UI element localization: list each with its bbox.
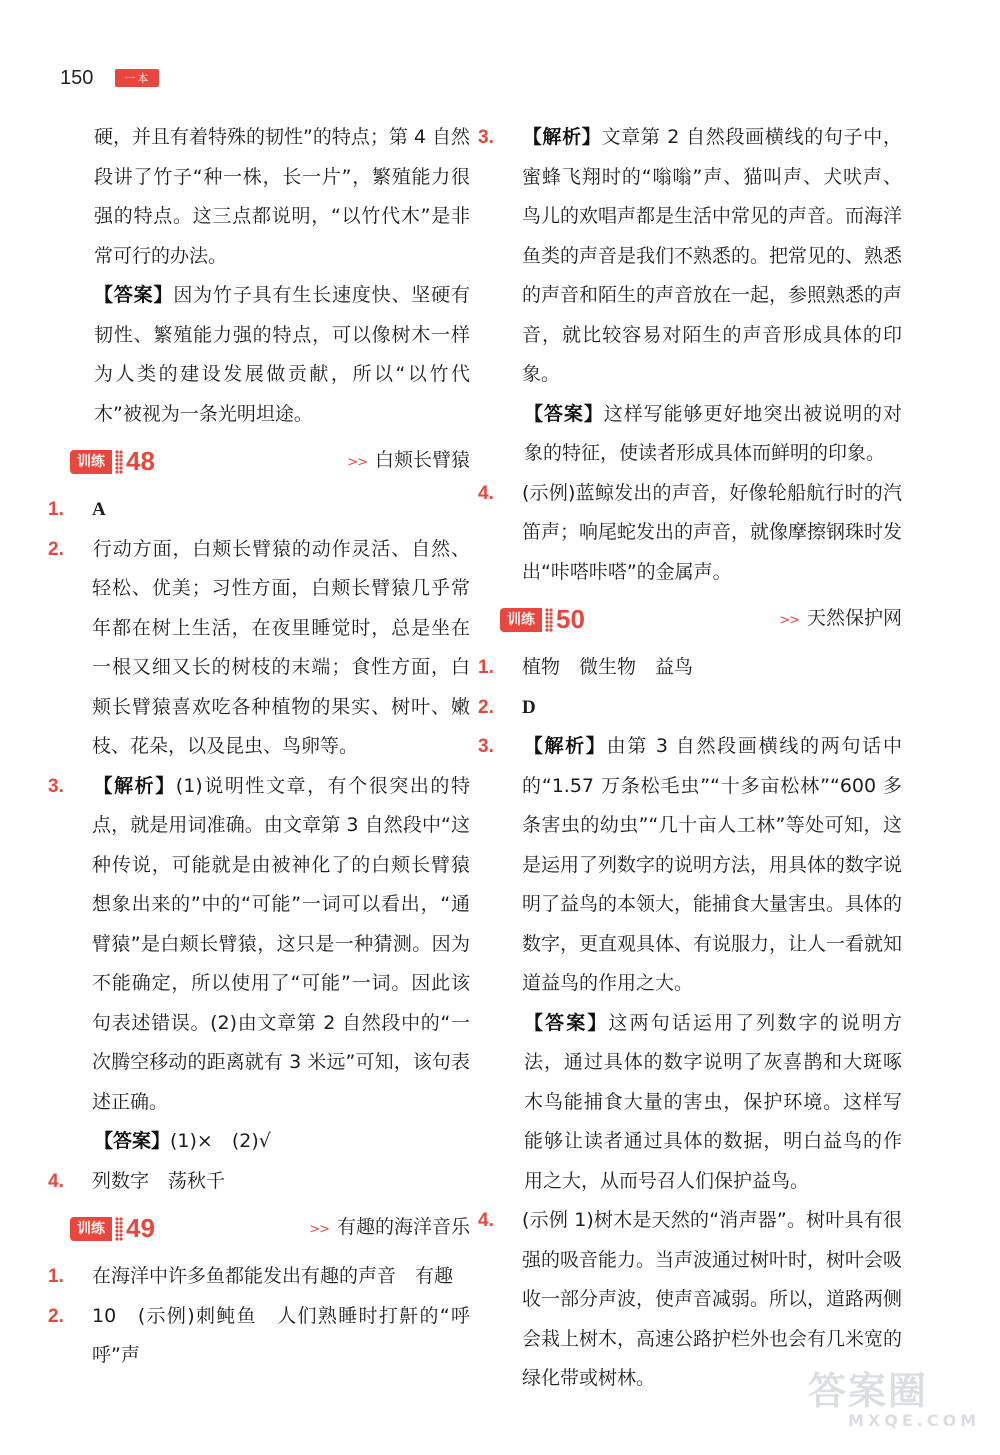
section-title-text: 有趣的海洋音乐 [336,1216,470,1239]
question-item [48,530,470,767]
answer-line [500,395,902,474]
question-item [478,474,903,593]
section-header-50 [500,598,902,642]
question-answer: 植物 微生物 益鸟 [522,656,694,678]
analysis-text: 由第 3 自然段画横线的两句话中的“1.57 万条松毛虫”“十多亩松林”“600 多条害虫的幼虫”“几十亩人工林”等处可知，这是运用了列数字的说明方法，用具体的数字说明了益鸟的本领大，能捕食大量害虫。具体的数字，更直观具体、有说服力，让人一看就知道益鸟的作用之大。 [522,735,903,994]
chevron-right-icon: >> [779,613,799,629]
chevron-right-icon: >> [309,1222,329,1238]
section-title-text: 白颊长臂猿 [374,449,470,472]
question-item [478,727,903,1004]
question-item [48,767,470,1123]
answer-tag: 【答案】 [94,1130,171,1152]
badge-label: 训练 [70,450,112,474]
question-answer: (示例)蓝鲸发出的声音，好像轮船航行时的汽笛声；响尾蛇发出的声音，就像摩擦钢珠时发出“咔嗒咔嗒”的金属声。 [522,481,903,583]
left-column [48,118,471,1376]
section-badge [70,1209,155,1249]
analysis-tag: 【解析】 [522,735,607,757]
answer-text: (1)× (2)√ [170,1130,271,1152]
question-number: 3. [48,775,64,797]
question-number: 3. [478,736,494,757]
section-badge [70,442,155,482]
answer-tag: 【答案】 [94,284,174,306]
question-answer: 列数字 荡秋千 [92,1169,226,1192]
question-number: 2. [48,1305,64,1327]
dots-icon [115,1217,123,1241]
question-item [48,1297,470,1376]
answer-tag: 【答案】 [524,1011,609,1034]
question-item [478,118,903,395]
watermark-domain: MXQE.COM [848,1411,981,1430]
answer-line [70,1122,470,1162]
badge-label: 训练 [500,608,542,632]
badge-number: 49 [126,1213,155,1244]
question-number: 4. [478,482,494,504]
analysis-text: (1)说明性文章，有个很突出的特点，就是用词准确。由文章第 3 自然段中“这种传说，可能就是由被神化了的白颊长臂猿想象出来的”中的“可能”一词可以看出，“通臂猿”是白颊长臂猿，这只是一种猜测。因为不能确定，所以使用了“可能”一词。因此该句表述错误。(2)由文章第 2 自然段中的“一次腾空移动的距离就有 3 米远”可知，该句表述正确。 [92,774,470,1113]
question-answer: A [92,499,106,520]
chevron-right-icon: >> [347,455,367,471]
section-title-text: 天然保护网 [806,607,902,630]
question-answer: D [522,696,536,718]
answer-text: 这两句话运用了列数字的说明方法，通过具体的数字说明了灰喜鹊和大斑啄木鸟能捕食大量的害虫，保护环境。这样写能够让读者通过具体的数据，明白益鸟的作用之大，从而号召人们保护益鸟。 [524,1011,902,1192]
dots-icon [115,450,123,474]
watermark-logo [808,1371,988,1441]
question-number: 2. [478,696,494,718]
section-title [347,441,470,483]
dots-icon [545,608,553,632]
analysis-tag: 【解析】 [92,774,176,797]
question-number: 3. [478,127,494,148]
question-number: 4. [478,1210,494,1231]
analysis-tag: 【解析】 [522,126,602,148]
section-header-48 [70,440,470,484]
question-item [478,688,902,728]
continued-answer [70,276,470,434]
continued-paragraph: 硬，并且有着特殊的韧性”的特点；第 4 自然段讲了竹子“种一株，长一片”，繁殖能力很强的特点。这三点都说明，“以竹代木”是非常可行的办法。 [94,126,471,267]
watermark-text: 答案圈 [808,1369,929,1413]
answer-text: 这样写能够更好地突出被说明的对象的特征，使读者形成具体而鲜明的印象。 [524,402,902,464]
answer-tag: 【答案】 [524,402,604,425]
question-item [48,1257,470,1297]
question-answer: 行动方面，白颊长臂猿的动作灵活、自然、轻松、优美；习性方面，白颊长臂猿几乎常年都在树上生活，在夜里睡觉时，总是坐在一根又细又长的树枝的末端；食性方面，白颊长臂猿喜欢吃各种植物的果实、树叶、嫩枝、花朵，以及昆虫、鸟卵等。 [92,537,470,757]
question-item [478,648,902,688]
question-number: 1. [478,657,494,678]
question-answer: 10 (示例)刺鲀鱼 人们熟睡时打鼾的“呼呼”声 [92,1304,470,1366]
badge-label: 训练 [70,1217,112,1241]
question-item [48,1162,470,1202]
question-number: 1. [48,1266,64,1287]
question-item [48,490,470,530]
answer-line [500,1004,902,1202]
question-answer: (示例 1)树木是天然的“消声器”。树叶具有很强的吸音能力。当声波通过树叶时，树叶会吸收一部分声波，使声音减弱。所以，道路两侧会栽上树木，高速公路护栏外也会有几米宽的绿化带或树林。 [522,1209,903,1389]
section-badge [500,600,585,640]
question-number: 2. [48,538,64,560]
right-column [478,118,903,1399]
question-answer: 在海洋中许多鱼都能发出有趣的声音 有趣 [92,1265,454,1287]
question-number: 1. [48,499,64,520]
page-number: 150 [60,66,94,89]
analysis-text: 文章第 2 自然段画横线的句子中，蜜蜂飞翔时的“嗡嗡”声、猫叫声、犬吠声、鸟儿的欢唱声都是生活中常见的声音。而海洋鱼类的声音是我们不熟悉的。把常见的、熟悉的声音和陌生的声音放在一起，参照熟悉的声音，就比较容易对陌生的声音形成具体的印象。 [522,126,903,385]
section-title [309,1208,470,1250]
brand-logo: 一本 [115,69,159,87]
answer-text: 因为竹子具有生长速度快、坚硬有韧性、繁殖能力强的特点，可以像树木一样为人类的建设发展做贡献，所以“以竹代木”被视为一条光明坦途。 [94,284,470,425]
badge-number: 48 [126,446,155,477]
section-header-49 [70,1207,470,1251]
section-title [779,599,902,641]
page-header [60,58,159,98]
badge-number: 50 [556,604,585,635]
question-number: 4. [48,1170,64,1192]
